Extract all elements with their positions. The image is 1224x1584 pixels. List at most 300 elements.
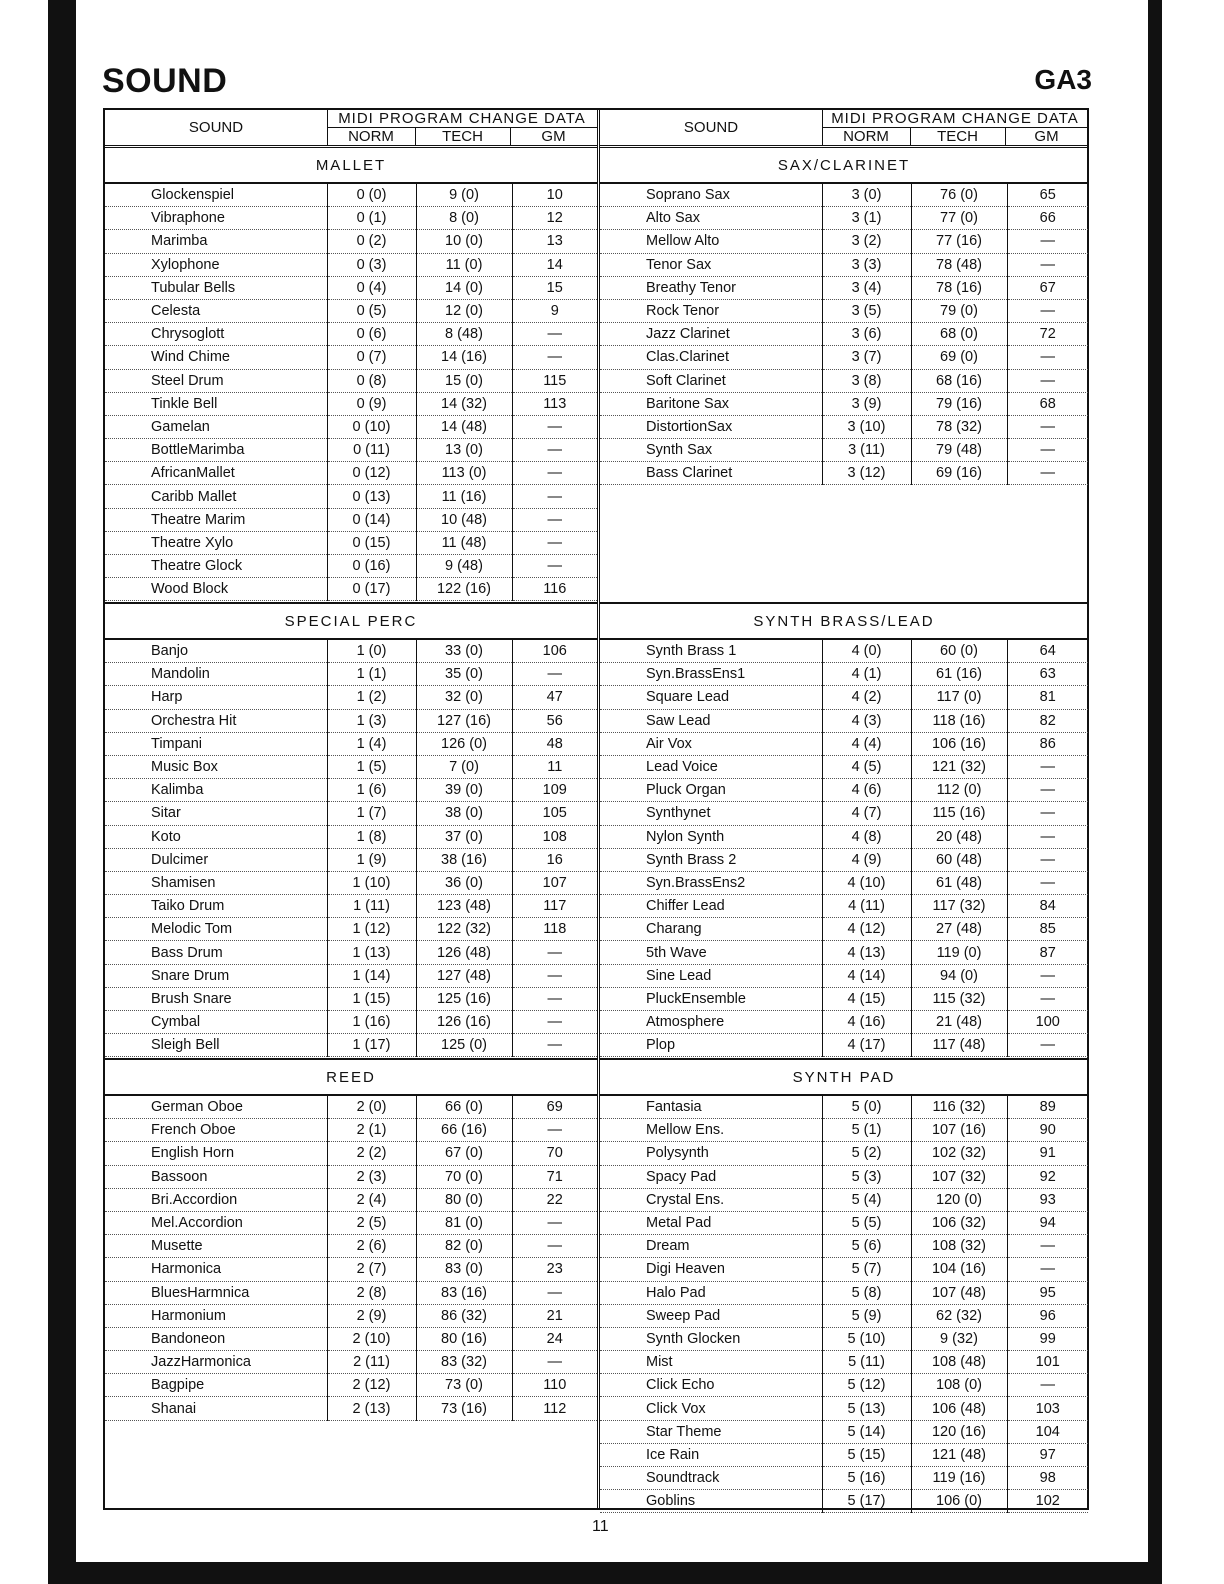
norm-value: 1 (8) (327, 825, 416, 848)
table-row (105, 1235, 597, 1258)
sound-name: Mist (600, 1351, 822, 1374)
sound-name: Sweep Pad (600, 1304, 822, 1327)
table-row (600, 941, 1088, 964)
table-row (600, 1034, 1088, 1057)
gm-value: 15 (512, 276, 597, 299)
sound-name: Bandoneon (105, 1327, 327, 1350)
table-row (600, 1420, 1088, 1443)
gm-value: 91 (1007, 1142, 1088, 1165)
tech-value: 14 (0) (416, 276, 512, 299)
tech-value: 104 (16) (911, 1258, 1007, 1281)
tech-value: 60 (0) (911, 640, 1007, 663)
table-row (600, 755, 1088, 778)
tech-value: 80 (0) (416, 1188, 512, 1211)
tech-value: 15 (0) (416, 369, 512, 392)
sound-name: Mel.Accordion (105, 1211, 327, 1234)
right-sections (600, 148, 1088, 1512)
table-row (105, 1351, 597, 1374)
gm-value: — (512, 1235, 597, 1258)
header-sound: SOUND (600, 110, 823, 145)
sound-name: Alto Sax (600, 207, 822, 230)
table-row (600, 1374, 1088, 1397)
sound-name: Square Lead (600, 686, 822, 709)
norm-value: 4 (1) (822, 663, 911, 686)
gm-value: — (1007, 1235, 1088, 1258)
tech-value: 107 (16) (911, 1119, 1007, 1142)
tech-value: 108 (48) (911, 1351, 1007, 1374)
tech-value: 126 (16) (416, 1011, 512, 1034)
table-row (105, 848, 597, 871)
table-row (105, 1165, 597, 1188)
gm-value: 94 (1007, 1211, 1088, 1234)
gm-value: 67 (1007, 276, 1088, 299)
norm-value: 0 (11) (327, 439, 416, 462)
table-row (105, 1034, 597, 1057)
gm-value: 101 (1007, 1351, 1088, 1374)
table-row (600, 1327, 1088, 1350)
sound-name: Baritone Sax (600, 392, 822, 415)
header-norm: NORM (822, 128, 911, 145)
table-row (105, 462, 597, 485)
tech-value: 79 (0) (911, 299, 1007, 322)
gm-value: 81 (1007, 686, 1088, 709)
header-gm: GM (541, 128, 566, 145)
table-row (105, 1397, 597, 1420)
norm-value: 4 (13) (822, 941, 911, 964)
gm-value: 22 (512, 1188, 597, 1211)
table-row (600, 369, 1088, 392)
gm-value: 63 (1007, 663, 1088, 686)
table-row (105, 755, 597, 778)
norm-value: 5 (14) (822, 1420, 911, 1443)
table-row (600, 1304, 1088, 1327)
gm-value: — (512, 415, 597, 438)
sound-name: Crystal Ens. (600, 1188, 822, 1211)
norm-value: 0 (9) (327, 392, 416, 415)
table-row (105, 276, 597, 299)
gm-value: 100 (1007, 1011, 1088, 1034)
sound-list (600, 184, 1088, 485)
table-row (105, 640, 597, 663)
tech-value: 39 (0) (416, 779, 512, 802)
section-title: SYNTH BRASS/LEAD (600, 604, 1088, 640)
gm-value: 21 (512, 1304, 597, 1327)
table-row (105, 732, 597, 755)
table-row (105, 1304, 597, 1327)
section-title: SYNTH PAD (600, 1060, 1088, 1096)
gm-value: 11 (512, 755, 597, 778)
tech-value: 106 (32) (911, 1211, 1007, 1234)
gm-value: 84 (1007, 895, 1088, 918)
norm-value: 5 (11) (822, 1351, 911, 1374)
sound-list (600, 1096, 1088, 1513)
gm-value: 98 (1007, 1467, 1088, 1490)
sound-name: Music Box (105, 755, 327, 778)
tech-value: 127 (48) (416, 964, 512, 987)
table-row (600, 392, 1088, 415)
sound-name: Celesta (105, 299, 327, 322)
gm-value: 13 (512, 230, 597, 253)
gm-value: — (512, 439, 597, 462)
gm-value: — (1007, 462, 1088, 485)
sound-name: Soundtrack (600, 1467, 822, 1490)
table-row (105, 1119, 597, 1142)
table-row (105, 663, 597, 686)
tech-value: 10 (48) (416, 508, 512, 531)
section-title: SAX/CLARINET (600, 148, 1088, 184)
gm-value: 70 (512, 1142, 597, 1165)
norm-value: 2 (5) (327, 1211, 416, 1234)
norm-value: 5 (16) (822, 1467, 911, 1490)
norm-value: 1 (13) (327, 941, 416, 964)
sound-name: Theatre Glock (105, 555, 327, 578)
norm-value: 2 (2) (327, 1142, 416, 1165)
table-row (600, 1235, 1088, 1258)
tech-value: 118 (16) (911, 709, 1007, 732)
tech-value: 80 (16) (416, 1327, 512, 1350)
sound-name: Digi Heaven (600, 1258, 822, 1281)
gm-value: — (1007, 415, 1088, 438)
table-row (105, 346, 597, 369)
gm-value: 24 (512, 1327, 597, 1350)
header-midi: MIDI PROGRAM CHANGE DATA (822, 110, 1088, 128)
table-row (105, 230, 597, 253)
table-row (600, 918, 1088, 941)
tech-value: 79 (16) (911, 392, 1007, 415)
sound-name: Syn.BrassEns2 (600, 871, 822, 894)
tech-value: 122 (16) (416, 578, 512, 601)
norm-value: 4 (6) (822, 779, 911, 802)
norm-value: 3 (0) (822, 184, 911, 207)
tech-value: 14 (16) (416, 346, 512, 369)
norm-value: 2 (6) (327, 1235, 416, 1258)
gm-value: — (1007, 779, 1088, 802)
tech-value: 121 (32) (911, 755, 1007, 778)
table-row (600, 848, 1088, 871)
table-row (600, 1258, 1088, 1281)
sound-name: BottleMarimba (105, 439, 327, 462)
table-row (600, 802, 1088, 825)
gm-value: 112 (512, 1397, 597, 1420)
tech-value: 9 (0) (416, 184, 512, 207)
sound-name: Nylon Synth (600, 825, 822, 848)
tech-value: 113 (0) (416, 462, 512, 485)
sound-name: Mandolin (105, 663, 327, 686)
gm-value: — (512, 964, 597, 987)
gm-value: 103 (1007, 1397, 1088, 1420)
norm-value: 5 (4) (822, 1188, 911, 1211)
table-row (105, 369, 597, 392)
sound-name: Sine Lead (600, 964, 822, 987)
gm-value: — (512, 531, 597, 554)
tech-value: 9 (32) (911, 1327, 1007, 1350)
norm-value: 4 (11) (822, 895, 911, 918)
table-row (600, 1011, 1088, 1034)
gm-value: 102 (1007, 1490, 1088, 1513)
table-row (105, 709, 597, 732)
gm-value: 92 (1007, 1165, 1088, 1188)
section-special-perc (105, 604, 597, 1060)
gm-value: 47 (512, 686, 597, 709)
table-header (105, 110, 597, 148)
sound-name: Chrysoglott (105, 323, 327, 346)
table-row (600, 253, 1088, 276)
tech-value: 36 (0) (416, 871, 512, 894)
header-sound: SOUND (105, 110, 328, 145)
norm-value: 5 (3) (822, 1165, 911, 1188)
gm-value: 117 (512, 895, 597, 918)
norm-value: 4 (4) (822, 732, 911, 755)
table-row (105, 964, 597, 987)
gm-value: 110 (512, 1374, 597, 1397)
gm-value: 56 (512, 709, 597, 732)
sound-name: Rock Tenor (600, 299, 822, 322)
table-row (105, 1258, 597, 1281)
sound-name: Ice Rain (600, 1443, 822, 1466)
gm-value: — (512, 555, 597, 578)
scan-border-bottom (48, 1562, 1162, 1584)
gm-value: — (512, 508, 597, 531)
table-row (105, 1096, 597, 1119)
norm-value: 2 (9) (327, 1304, 416, 1327)
sound-name: Snare Drum (105, 964, 327, 987)
gm-value: 96 (1007, 1304, 1088, 1327)
norm-value: 5 (17) (822, 1490, 911, 1513)
gm-value: — (1007, 825, 1088, 848)
tech-value: 120 (16) (911, 1420, 1007, 1443)
gm-value: — (1007, 1258, 1088, 1281)
norm-value: 1 (16) (327, 1011, 416, 1034)
table-row (105, 1211, 597, 1234)
gm-value: — (1007, 802, 1088, 825)
norm-value: 5 (7) (822, 1258, 911, 1281)
table-row (105, 1374, 597, 1397)
sound-name: Synth Glocken (600, 1327, 822, 1350)
sound-name: Bass Drum (105, 941, 327, 964)
tech-value: 115 (32) (911, 987, 1007, 1010)
norm-value: 2 (8) (327, 1281, 416, 1304)
table-row (105, 1188, 597, 1211)
gm-value: — (512, 1211, 597, 1234)
gm-value: 65 (1007, 184, 1088, 207)
norm-value: 5 (2) (822, 1142, 911, 1165)
tech-value: 125 (16) (416, 987, 512, 1010)
tech-value: 7 (0) (416, 755, 512, 778)
gm-value: 71 (512, 1165, 597, 1188)
gm-value: 48 (512, 732, 597, 755)
tech-value: 8 (0) (416, 207, 512, 230)
norm-value: 3 (11) (822, 439, 911, 462)
gm-value: 86 (1007, 732, 1088, 755)
scan-border-right (1148, 0, 1162, 1584)
gm-value: 116 (512, 578, 597, 601)
norm-value: 1 (7) (327, 802, 416, 825)
norm-value: 3 (3) (822, 253, 911, 276)
sound-name: Bri.Accordion (105, 1188, 327, 1211)
norm-value: 5 (0) (822, 1096, 911, 1119)
norm-value: 1 (9) (327, 848, 416, 871)
sound-name: Jazz Clarinet (600, 323, 822, 346)
norm-value: 0 (8) (327, 369, 416, 392)
norm-value: 5 (1) (822, 1119, 911, 1142)
sound-name: Bassoon (105, 1165, 327, 1188)
table-header (600, 110, 1088, 148)
tech-value: 13 (0) (416, 439, 512, 462)
tech-value: 14 (32) (416, 392, 512, 415)
tech-value: 107 (32) (911, 1165, 1007, 1188)
sound-name: 5th Wave (600, 941, 822, 964)
norm-value: 4 (8) (822, 825, 911, 848)
gm-value: — (1007, 1374, 1088, 1397)
sound-name: Vibraphone (105, 207, 327, 230)
tech-value: 117 (32) (911, 895, 1007, 918)
table-row (105, 323, 597, 346)
tech-value: 61 (16) (911, 663, 1007, 686)
sound-name: Musette (105, 1235, 327, 1258)
sound-name: Syn.BrassEns1 (600, 663, 822, 686)
gm-value: — (1007, 987, 1088, 1010)
sound-name: German Oboe (105, 1096, 327, 1119)
table-row (105, 871, 597, 894)
tech-value: 37 (0) (416, 825, 512, 848)
sound-name: Lead Voice (600, 755, 822, 778)
sound-name: Xylophone (105, 253, 327, 276)
header-midi: MIDI PROGRAM CHANGE DATA (327, 110, 597, 128)
sound-name: Synth Brass 1 (600, 640, 822, 663)
left-column (105, 110, 598, 1508)
sound-name: Glockenspiel (105, 184, 327, 207)
table-row (105, 1142, 597, 1165)
table-row (105, 253, 597, 276)
header-gm: GM (1034, 128, 1059, 145)
norm-value: 4 (17) (822, 1034, 911, 1057)
tech-value: 38 (16) (416, 848, 512, 871)
sound-name: Synth Sax (600, 439, 822, 462)
norm-value: 2 (1) (327, 1119, 416, 1142)
norm-value: 1 (4) (327, 732, 416, 755)
sound-name: Tubular Bells (105, 276, 327, 299)
tech-value: 32 (0) (416, 686, 512, 709)
norm-value: 3 (9) (822, 392, 911, 415)
tech-value: 69 (16) (911, 462, 1007, 485)
norm-value: 4 (2) (822, 686, 911, 709)
norm-value: 4 (7) (822, 802, 911, 825)
table-row (600, 1096, 1088, 1119)
gm-value: 85 (1007, 918, 1088, 941)
table-row (600, 415, 1088, 438)
norm-value: 0 (12) (327, 462, 416, 485)
header-tech: TECH (415, 128, 511, 145)
norm-value: 5 (5) (822, 1211, 911, 1234)
tech-value: 83 (16) (416, 1281, 512, 1304)
sound-name: Synth Brass 2 (600, 848, 822, 871)
gm-value: — (512, 663, 597, 686)
norm-value: 5 (8) (822, 1281, 911, 1304)
tech-value: 126 (0) (416, 732, 512, 755)
sound-name: Spacy Pad (600, 1165, 822, 1188)
sound-name: Banjo (105, 640, 327, 663)
table-row (105, 578, 597, 601)
norm-value: 1 (14) (327, 964, 416, 987)
norm-value: 4 (15) (822, 987, 911, 1010)
gm-value: — (512, 346, 597, 369)
sound-name: PluckEnsemble (600, 987, 822, 1010)
norm-value: 4 (0) (822, 640, 911, 663)
norm-value: 2 (3) (327, 1165, 416, 1188)
tech-value: 123 (48) (416, 895, 512, 918)
sound-name: Gamelan (105, 415, 327, 438)
table-row (105, 184, 597, 207)
gm-value: 99 (1007, 1327, 1088, 1350)
tech-value: 82 (0) (416, 1235, 512, 1258)
gm-value: 89 (1007, 1096, 1088, 1119)
sound-list (105, 184, 597, 601)
tech-value: 67 (0) (416, 1142, 512, 1165)
section-title: MALLET (105, 148, 597, 184)
norm-value: 3 (7) (822, 346, 911, 369)
sound-name: Taiko Drum (105, 895, 327, 918)
gm-value: — (512, 1281, 597, 1304)
table-row (600, 732, 1088, 755)
table-row (600, 1281, 1088, 1304)
table-row (600, 1188, 1088, 1211)
tech-value: 11 (0) (416, 253, 512, 276)
tech-value: 115 (16) (911, 802, 1007, 825)
page-title: SOUND (102, 62, 228, 100)
sound-name: Wood Block (105, 578, 327, 601)
tech-value: 119 (16) (911, 1467, 1007, 1490)
table-row (600, 779, 1088, 802)
tech-value: 38 (0) (416, 802, 512, 825)
table-row (105, 207, 597, 230)
norm-value: 1 (10) (327, 871, 416, 894)
gm-value: — (512, 1351, 597, 1374)
gm-value: 72 (1007, 323, 1088, 346)
tech-value: 68 (0) (911, 323, 1007, 346)
sound-name: Steel Drum (105, 369, 327, 392)
table-row (600, 825, 1088, 848)
sound-name: Marimba (105, 230, 327, 253)
gm-value: 95 (1007, 1281, 1088, 1304)
gm-value: — (1007, 871, 1088, 894)
norm-value: 1 (5) (327, 755, 416, 778)
tech-value: 106 (48) (911, 1397, 1007, 1420)
section-sax-clarinet (600, 148, 1088, 604)
tech-value: 76 (0) (911, 184, 1007, 207)
sound-name: Breathy Tenor (600, 276, 822, 299)
norm-value: 0 (7) (327, 346, 416, 369)
sound-name: Click Vox (600, 1397, 822, 1420)
tech-value: 27 (48) (911, 918, 1007, 941)
table-row (105, 987, 597, 1010)
table-row (600, 346, 1088, 369)
sound-name: Polysynth (600, 1142, 822, 1165)
model-label: GA3 (1034, 64, 1092, 95)
tech-value: 81 (0) (416, 1211, 512, 1234)
gm-value: 12 (512, 207, 597, 230)
table-row (105, 918, 597, 941)
sound-name: Goblins (600, 1490, 822, 1513)
norm-value: 4 (5) (822, 755, 911, 778)
norm-value: 4 (16) (822, 1011, 911, 1034)
norm-value: 2 (7) (327, 1258, 416, 1281)
norm-value: 0 (0) (327, 184, 416, 207)
tech-value: 9 (48) (416, 555, 512, 578)
sound-name: Charang (600, 918, 822, 941)
norm-value: 3 (4) (822, 276, 911, 299)
norm-value: 0 (17) (327, 578, 416, 601)
scan-border-left (48, 0, 76, 1584)
